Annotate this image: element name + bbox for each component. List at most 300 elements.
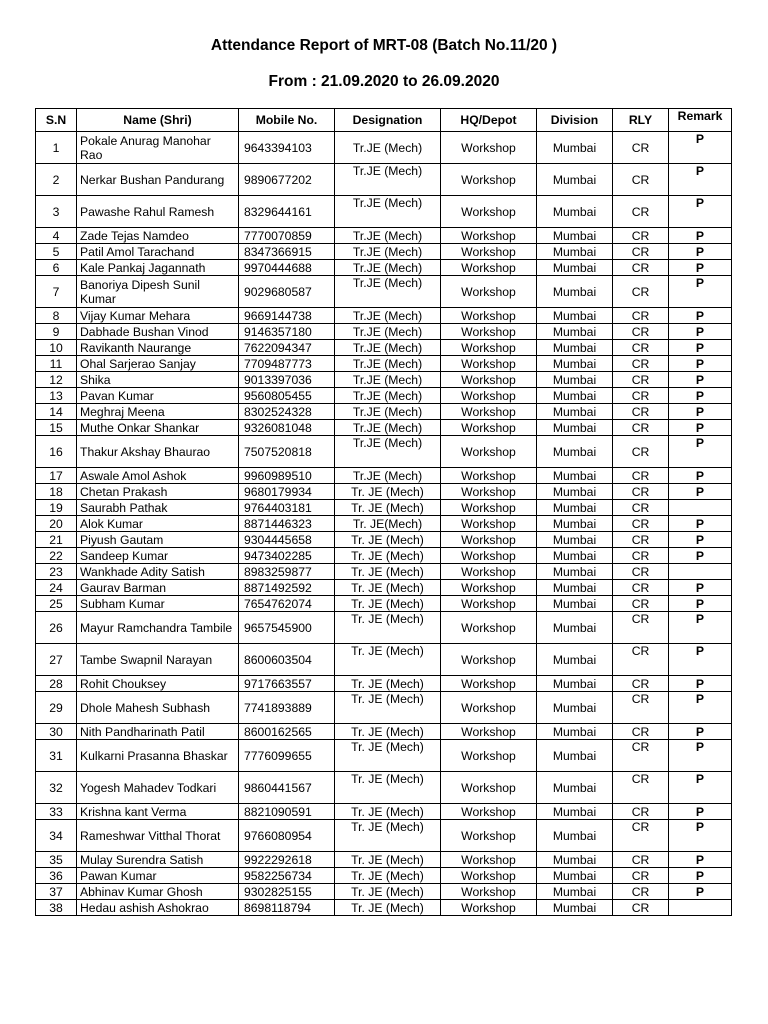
header-sn: S.N	[36, 109, 77, 132]
cell-sn: 24	[36, 580, 77, 596]
cell-name: Mayur Ramchandra Tambile	[77, 612, 239, 644]
cell-sn: 8	[36, 308, 77, 324]
cell-division: Mumbai	[537, 612, 613, 644]
header-name: Name (Shri)	[77, 109, 239, 132]
cell-mobile: 8347366915	[239, 244, 335, 260]
cell-name: Vijay Kumar Mehara	[77, 308, 239, 324]
cell-name: Dabhade Bushan Vinod	[77, 324, 239, 340]
cell-sn: 1	[36, 132, 77, 164]
table-row	[36, 884, 732, 900]
cell-designation: Tr. JE (Mech)	[335, 884, 441, 900]
cell-sn: 19	[36, 500, 77, 516]
table-row	[36, 228, 732, 244]
cell-division: Mumbai	[537, 884, 613, 900]
cell-rly: CR	[613, 820, 669, 852]
cell-remark: P	[669, 516, 732, 532]
cell-name: Patil Amol Tarachand	[77, 244, 239, 260]
cell-rly: CR	[613, 468, 669, 484]
cell-remark: P	[669, 804, 732, 820]
cell-division: Mumbai	[537, 388, 613, 404]
cell-hq-depot: Workshop	[441, 324, 537, 340]
cell-division: Mumbai	[537, 724, 613, 740]
table-row	[36, 340, 732, 356]
cell-hq-depot: Workshop	[441, 308, 537, 324]
table-row	[36, 852, 732, 868]
cell-sn: 12	[36, 372, 77, 388]
cell-division: Mumbai	[537, 132, 613, 164]
cell-hq-depot: Workshop	[441, 900, 537, 916]
table-row	[36, 804, 732, 820]
table-row	[36, 484, 732, 500]
cell-remark: P	[669, 724, 732, 740]
cell-designation: Tr.JE (Mech)	[335, 356, 441, 372]
cell-designation: Tr.JE (Mech)	[335, 228, 441, 244]
cell-remark: P	[669, 404, 732, 420]
cell-sn: 34	[36, 820, 77, 852]
cell-rly: CR	[613, 612, 669, 644]
table-row	[36, 244, 732, 260]
cell-name: Yogesh Mahadev Todkari	[77, 772, 239, 804]
attendance-table	[35, 108, 732, 916]
cell-mobile: 9764403181	[239, 500, 335, 516]
cell-name: Shika	[77, 372, 239, 388]
cell-remark: P	[669, 420, 732, 436]
table-row	[36, 324, 732, 340]
cell-sn: 6	[36, 260, 77, 276]
cell-name: Tambe Swapnil Narayan	[77, 644, 239, 676]
cell-division: Mumbai	[537, 340, 613, 356]
cell-hq-depot: Workshop	[441, 372, 537, 388]
cell-sn: 25	[36, 596, 77, 612]
cell-designation: Tr.JE (Mech)	[335, 468, 441, 484]
cell-designation: Tr. JE (Mech)	[335, 532, 441, 548]
cell-designation: Tr. JE (Mech)	[335, 676, 441, 692]
cell-mobile: 9304445658	[239, 532, 335, 548]
table-row	[36, 900, 732, 916]
cell-hq-depot: Workshop	[441, 260, 537, 276]
cell-rly: CR	[613, 404, 669, 420]
table-row	[36, 308, 732, 324]
cell-rly: CR	[613, 276, 669, 308]
cell-name: Aswale Amol Ashok	[77, 468, 239, 484]
cell-hq-depot: Workshop	[441, 884, 537, 900]
cell-division: Mumbai	[537, 740, 613, 772]
cell-remark: P	[669, 324, 732, 340]
cell-rly: CR	[613, 244, 669, 260]
cell-rly: CR	[613, 804, 669, 820]
table-row	[36, 612, 732, 644]
cell-mobile: 7622094347	[239, 340, 335, 356]
cell-sn: 2	[36, 164, 77, 196]
cell-remark: P	[669, 388, 732, 404]
cell-mobile: 9717663557	[239, 676, 335, 692]
cell-sn: 7	[36, 276, 77, 308]
cell-name: Rameshwar Vitthal Thorat	[77, 820, 239, 852]
table-row	[36, 260, 732, 276]
cell-mobile: 9860441567	[239, 772, 335, 804]
table-row	[36, 132, 732, 164]
table-row	[36, 196, 732, 228]
cell-mobile: 8698118794	[239, 900, 335, 916]
cell-remark: P	[669, 260, 732, 276]
table-row	[36, 564, 732, 580]
cell-name: Ohal Sarjerao Sanjay	[77, 356, 239, 372]
cell-remark: P	[669, 340, 732, 356]
cell-remark: P	[669, 372, 732, 388]
cell-division: Mumbai	[537, 644, 613, 676]
table-row	[36, 532, 732, 548]
cell-designation: Tr. JE (Mech)	[335, 596, 441, 612]
cell-division: Mumbai	[537, 468, 613, 484]
table-row	[36, 580, 732, 596]
table-row	[36, 676, 732, 692]
cell-designation: Tr. JE (Mech)	[335, 804, 441, 820]
cell-hq-depot: Workshop	[441, 564, 537, 580]
cell-division: Mumbai	[537, 676, 613, 692]
cell-sn: 27	[36, 644, 77, 676]
cell-rly: CR	[613, 884, 669, 900]
cell-rly: CR	[613, 644, 669, 676]
cell-hq-depot: Workshop	[441, 500, 537, 516]
cell-rly: CR	[613, 596, 669, 612]
cell-designation: Tr. JE (Mech)	[335, 852, 441, 868]
table-row	[36, 772, 732, 804]
cell-remark: P	[669, 820, 732, 852]
table-row	[36, 372, 732, 388]
cell-remark: P	[669, 436, 732, 468]
cell-remark: P	[669, 580, 732, 596]
cell-division: Mumbai	[537, 868, 613, 884]
cell-name: Zade Tejas Namdeo	[77, 228, 239, 244]
cell-division: Mumbai	[537, 564, 613, 580]
cell-mobile: 9960989510	[239, 468, 335, 484]
cell-mobile: 9146357180	[239, 324, 335, 340]
cell-division: Mumbai	[537, 196, 613, 228]
cell-division: Mumbai	[537, 436, 613, 468]
cell-division: Mumbai	[537, 820, 613, 852]
cell-hq-depot: Workshop	[441, 804, 537, 820]
cell-rly: CR	[613, 868, 669, 884]
cell-hq-depot: Workshop	[441, 132, 537, 164]
cell-remark: P	[669, 740, 732, 772]
cell-mobile: 7776099655	[239, 740, 335, 772]
table-row	[36, 724, 732, 740]
cell-rly: CR	[613, 372, 669, 388]
cell-mobile: 8983259877	[239, 564, 335, 580]
cell-sn: 10	[36, 340, 77, 356]
cell-remark: P	[669, 132, 732, 164]
cell-sn: 9	[36, 324, 77, 340]
cell-remark: P	[669, 276, 732, 308]
cell-rly: CR	[613, 548, 669, 564]
cell-division: Mumbai	[537, 548, 613, 564]
cell-division: Mumbai	[537, 516, 613, 532]
cell-designation: Tr. JE (Mech)	[335, 580, 441, 596]
cell-name: Saurabh Pathak	[77, 500, 239, 516]
cell-designation: Tr. JE (Mech)	[335, 692, 441, 724]
cell-mobile: 9029680587	[239, 276, 335, 308]
cell-hq-depot: Workshop	[441, 644, 537, 676]
cell-designation: Tr.JE (Mech)	[335, 372, 441, 388]
cell-designation: Tr. JE (Mech)	[335, 548, 441, 564]
cell-name: Chetan Prakash	[77, 484, 239, 500]
cell-rly: CR	[613, 724, 669, 740]
table-body	[36, 132, 732, 916]
cell-designation: Tr.JE (Mech)	[335, 164, 441, 196]
table-row	[36, 596, 732, 612]
table-row	[36, 644, 732, 676]
cell-sn: 26	[36, 612, 77, 644]
cell-mobile: 8821090591	[239, 804, 335, 820]
cell-sn: 32	[36, 772, 77, 804]
cell-hq-depot: Workshop	[441, 548, 537, 564]
cell-sn: 35	[36, 852, 77, 868]
cell-rly: CR	[613, 340, 669, 356]
cell-remark: P	[669, 244, 732, 260]
cell-mobile: 8302524328	[239, 404, 335, 420]
cell-division: Mumbai	[537, 356, 613, 372]
cell-name: Hedau ashish Ashokrao	[77, 900, 239, 916]
cell-mobile: 9669144738	[239, 308, 335, 324]
cell-rly: CR	[613, 772, 669, 804]
table-row	[36, 516, 732, 532]
cell-name: Rohit Chouksey	[77, 676, 239, 692]
cell-division: Mumbai	[537, 372, 613, 388]
cell-mobile: 9643394103	[239, 132, 335, 164]
cell-hq-depot: Workshop	[441, 244, 537, 260]
cell-rly: CR	[613, 260, 669, 276]
cell-rly: CR	[613, 388, 669, 404]
cell-hq-depot: Workshop	[441, 612, 537, 644]
cell-hq-depot: Workshop	[441, 196, 537, 228]
cell-designation: Tr. JE (Mech)	[335, 724, 441, 740]
cell-designation: Tr.JE (Mech)	[335, 340, 441, 356]
cell-remark: P	[669, 548, 732, 564]
cell-mobile: 7741893889	[239, 692, 335, 724]
header-division: Division	[537, 109, 613, 132]
cell-name: Banoriya Dipesh Sunil Kumar	[77, 276, 239, 308]
cell-mobile: 9657545900	[239, 612, 335, 644]
cell-mobile: 7654762074	[239, 596, 335, 612]
cell-designation: Tr. JE (Mech)	[335, 644, 441, 676]
cell-division: Mumbai	[537, 164, 613, 196]
cell-sn: 28	[36, 676, 77, 692]
cell-mobile: 9582256734	[239, 868, 335, 884]
cell-name: Wankhade Adity Satish	[77, 564, 239, 580]
cell-sn: 29	[36, 692, 77, 724]
cell-hq-depot: Workshop	[441, 692, 537, 724]
cell-designation: Tr.JE (Mech)	[335, 132, 441, 164]
cell-sn: 18	[36, 484, 77, 500]
cell-rly: CR	[613, 900, 669, 916]
cell-sn: 37	[36, 884, 77, 900]
cell-rly: CR	[613, 484, 669, 500]
cell-designation: Tr. JE (Mech)	[335, 564, 441, 580]
cell-rly: CR	[613, 740, 669, 772]
cell-rly: CR	[613, 196, 669, 228]
report-title: Attendance Report of MRT-08 (Batch No.11/20 )	[210, 37, 558, 54]
header-remark: Remark	[669, 109, 732, 132]
cell-mobile: 9970444688	[239, 260, 335, 276]
cell-mobile: 9922292618	[239, 852, 335, 868]
cell-remark: P	[669, 228, 732, 244]
cell-designation: Tr.JE (Mech)	[335, 404, 441, 420]
cell-remark: P	[669, 884, 732, 900]
cell-remark: P	[669, 196, 732, 228]
cell-name: Dhole Mahesh Subhash	[77, 692, 239, 724]
cell-remark: P	[669, 532, 732, 548]
cell-rly: CR	[613, 580, 669, 596]
cell-designation: Tr. JE (Mech)	[335, 500, 441, 516]
cell-sn: 14	[36, 404, 77, 420]
table-row	[36, 868, 732, 884]
cell-division: Mumbai	[537, 772, 613, 804]
cell-sn: 5	[36, 244, 77, 260]
cell-name: Subham Kumar	[77, 596, 239, 612]
cell-name: Kulkarni Prasanna Bhaskar	[77, 740, 239, 772]
cell-rly: CR	[613, 164, 669, 196]
cell-remark	[669, 900, 732, 916]
cell-mobile: 9326081048	[239, 420, 335, 436]
cell-division: Mumbai	[537, 804, 613, 820]
cell-name: Nerkar Bushan Pandurang	[77, 164, 239, 196]
cell-hq-depot: Workshop	[441, 340, 537, 356]
cell-designation: Tr. JE (Mech)	[335, 820, 441, 852]
cell-division: Mumbai	[537, 692, 613, 724]
cell-hq-depot: Workshop	[441, 484, 537, 500]
cell-division: Mumbai	[537, 484, 613, 500]
cell-rly: CR	[613, 692, 669, 724]
cell-mobile: 9013397036	[239, 372, 335, 388]
header-mobile: Mobile No.	[239, 109, 335, 132]
cell-name: Gaurav Barman	[77, 580, 239, 596]
cell-remark: P	[669, 692, 732, 724]
cell-designation: Tr. JE (Mech)	[335, 772, 441, 804]
header-rly: RLY	[613, 109, 669, 132]
cell-remark: P	[669, 644, 732, 676]
cell-name: Kale Pankaj Jagannath	[77, 260, 239, 276]
cell-rly: CR	[613, 532, 669, 548]
cell-name: Sandeep Kumar	[77, 548, 239, 564]
cell-name: Mulay Surendra Satish	[77, 852, 239, 868]
cell-mobile: 8871492592	[239, 580, 335, 596]
cell-remark	[669, 564, 732, 580]
cell-mobile: 8329644161	[239, 196, 335, 228]
cell-hq-depot: Workshop	[441, 276, 537, 308]
cell-mobile: 9680179934	[239, 484, 335, 500]
cell-hq-depot: Workshop	[441, 420, 537, 436]
header-designation: Designation	[335, 109, 441, 132]
cell-hq-depot: Workshop	[441, 404, 537, 420]
cell-remark: P	[669, 468, 732, 484]
table-row	[36, 404, 732, 420]
cell-division: Mumbai	[537, 228, 613, 244]
cell-hq-depot: Workshop	[441, 228, 537, 244]
cell-hq-depot: Workshop	[441, 436, 537, 468]
cell-mobile: 8871446323	[239, 516, 335, 532]
cell-division: Mumbai	[537, 324, 613, 340]
cell-rly: CR	[613, 516, 669, 532]
cell-designation: Tr. JE (Mech)	[335, 484, 441, 500]
cell-remark: P	[669, 596, 732, 612]
cell-hq-depot: Workshop	[441, 724, 537, 740]
cell-name: Abhinav Kumar Ghosh	[77, 884, 239, 900]
cell-mobile: 9302825155	[239, 884, 335, 900]
cell-mobile: 9890677202	[239, 164, 335, 196]
cell-rly: CR	[613, 420, 669, 436]
cell-name: Muthe Onkar Shankar	[77, 420, 239, 436]
cell-mobile: 8600162565	[239, 724, 335, 740]
cell-mobile: 7507520818	[239, 436, 335, 468]
cell-designation: Tr.JE (Mech)	[335, 388, 441, 404]
table-row	[36, 356, 732, 372]
cell-designation: Tr.JE (Mech)	[335, 244, 441, 260]
table-row	[36, 548, 732, 564]
cell-remark: P	[669, 676, 732, 692]
cell-designation: Tr.JE (Mech)	[335, 276, 441, 308]
cell-rly: CR	[613, 356, 669, 372]
cell-hq-depot: Workshop	[441, 676, 537, 692]
cell-designation: Tr.JE (Mech)	[335, 420, 441, 436]
cell-division: Mumbai	[537, 580, 613, 596]
cell-rly: CR	[613, 324, 669, 340]
cell-designation: Tr. JE (Mech)	[335, 612, 441, 644]
cell-hq-depot: Workshop	[441, 852, 537, 868]
cell-name: Pokale Anurag Manohar Rao	[77, 132, 239, 164]
cell-sn: 23	[36, 564, 77, 580]
cell-division: Mumbai	[537, 500, 613, 516]
cell-hq-depot: Workshop	[441, 580, 537, 596]
cell-sn: 22	[36, 548, 77, 564]
cell-division: Mumbai	[537, 900, 613, 916]
cell-name: Meghraj Meena	[77, 404, 239, 420]
cell-remark: P	[669, 852, 732, 868]
table-row	[36, 468, 732, 484]
cell-name: Pawan Kumar	[77, 868, 239, 884]
cell-sn: 11	[36, 356, 77, 372]
cell-division: Mumbai	[537, 260, 613, 276]
cell-name: Krishna kant Verma	[77, 804, 239, 820]
table-row	[36, 420, 732, 436]
cell-sn: 15	[36, 420, 77, 436]
cell-hq-depot: Workshop	[441, 596, 537, 612]
cell-designation: Tr. JE (Mech)	[335, 740, 441, 772]
cell-hq-depot: Workshop	[441, 164, 537, 196]
cell-division: Mumbai	[537, 276, 613, 308]
cell-mobile: 8600603504	[239, 644, 335, 676]
cell-designation: Tr.JE (Mech)	[335, 260, 441, 276]
table-row	[36, 820, 732, 852]
cell-name: Nith Pandharinath Patil	[77, 724, 239, 740]
cell-name: Piyush Gautam	[77, 532, 239, 548]
cell-division: Mumbai	[537, 404, 613, 420]
cell-remark: P	[669, 772, 732, 804]
table-header-row	[36, 109, 732, 132]
cell-rly: CR	[613, 852, 669, 868]
cell-remark: P	[669, 868, 732, 884]
cell-name: Alok Kumar	[77, 516, 239, 532]
cell-division: Mumbai	[537, 420, 613, 436]
cell-hq-depot: Workshop	[441, 388, 537, 404]
cell-sn: 4	[36, 228, 77, 244]
cell-mobile: 7770070859	[239, 228, 335, 244]
cell-division: Mumbai	[537, 244, 613, 260]
cell-name: Thakur Akshay Bhaurao	[77, 436, 239, 468]
cell-rly: CR	[613, 308, 669, 324]
cell-division: Mumbai	[537, 852, 613, 868]
cell-sn: 20	[36, 516, 77, 532]
table-row	[36, 164, 732, 196]
